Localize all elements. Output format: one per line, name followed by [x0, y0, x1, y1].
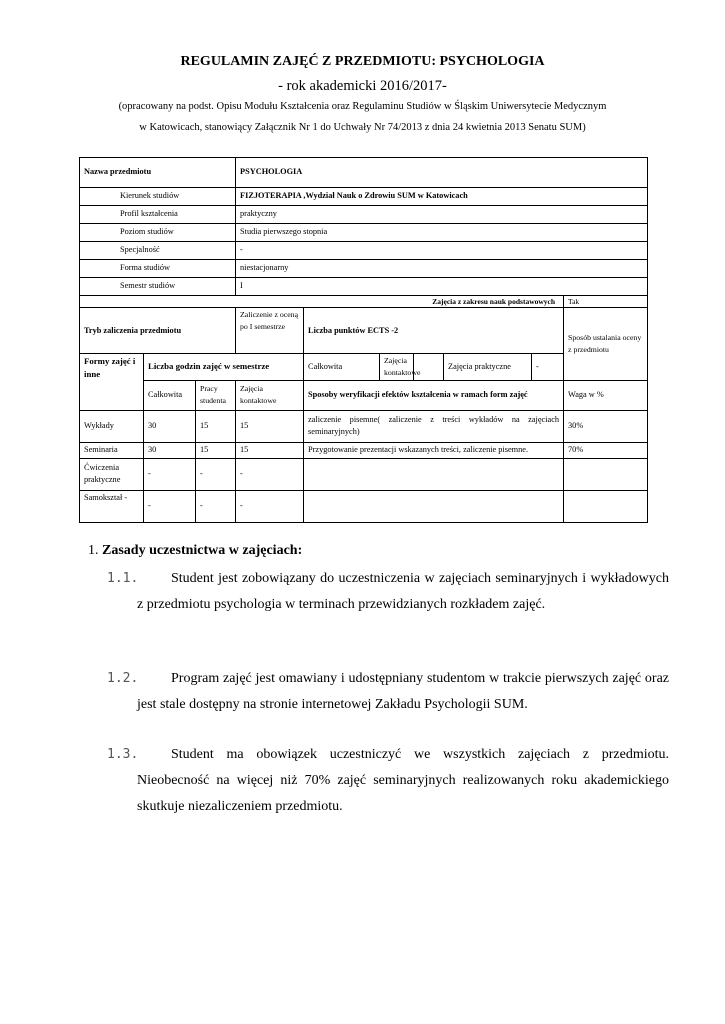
section-heading [88, 543, 302, 559]
basic-sciences-label: Zajęcia z zakresu nauk podstawowych [80, 296, 564, 308]
form-name: Ćwiczenia praktyczne [80, 458, 144, 490]
mode-value: Zaliczenie z oceną po I semestrze [236, 308, 304, 354]
rule-text: Student jest zobowiązany do uczestniczenia w zajęciach seminaryjnych i wykładowych z przedmiotu psychologia w terminach przewidzianych rozkładem zajęć. [137, 571, 669, 612]
form-verification [304, 458, 564, 490]
document-title: REGULAMIN ZAJĘĆ Z PRZEDMIOTU: PSYCHOLOGIA [180, 54, 545, 69]
form-contact: - [236, 490, 304, 522]
practical-value: - [532, 354, 564, 380]
section-title: Zasady uczestnictwa w zajęciach: [102, 543, 303, 558]
form-student: - [196, 490, 236, 522]
form-verification [304, 490, 564, 522]
form-contact: - [236, 458, 304, 490]
rule-item [107, 742, 669, 820]
course-info-table [79, 157, 647, 518]
forms-label: Formy zajęć i inne [80, 354, 144, 410]
weight-label: Waga w % [564, 380, 648, 410]
contact-label: Zajęcia kontaktowe [380, 354, 414, 380]
document-note-line-2: w Katowicach, stanowiący Załącznik Nr 1 do Uchwały Nr 74/2013 z dnia 24 kwietnia 2013 Senatu SUM) [139, 122, 586, 133]
rule-item [107, 566, 669, 618]
row-value: niestacjonarny [236, 260, 648, 278]
form-total: - [144, 490, 196, 522]
form-student: 15 [196, 410, 236, 442]
document-note-line-1: (opracowany na podst. Opisu Modułu Kształcenia oraz Regulaminu Studiów w Śląskim Uniwersytecie Medycznym [118, 101, 607, 112]
form-name: Wykłady [80, 410, 144, 442]
academic-year: - rok akademicki 2016/2017- [278, 78, 447, 94]
col-contact: Zajęcia kontaktowe [236, 380, 304, 410]
col-total: Całkowita [144, 380, 196, 410]
row-label: Semestr studiów [80, 278, 236, 296]
mode-label: Tryb zaliczenia przedmiotu [80, 308, 236, 354]
rule-text: Program zajęć jest omawiany i udostępniany studentom w trakcie pierwszych zajęć oraz jest stale dostępny na stronie internetowej Zakładu Psychologii SUM. [137, 671, 669, 712]
hours-label: Liczba godzin zajęć w semestrze [144, 354, 304, 380]
form-total: 30 [144, 442, 196, 458]
row-label: Specjalność [80, 242, 236, 260]
row-label: Profil kształcenia [80, 206, 236, 224]
subject-value: PSYCHOLOGIA [236, 158, 648, 188]
row-label: Kierunek studiów [80, 188, 236, 206]
form-verification: Przygotowanie prezentacji wskazanych treści, zaliczenie pisemne. [304, 442, 564, 458]
form-verification: zaliczenie pisemne( zaliczenie z treści wykładów na zajęciach seminaryjnych) [304, 410, 564, 442]
verification-label: Sposoby weryfikacji efektów kształcenia w ramach form zajęć [304, 380, 564, 410]
method-label: Sposób ustalania oceny z przedmiotu [564, 308, 648, 380]
ects-label: Liczba punktów ECTS -2 [304, 308, 564, 354]
rule-number: 1.3. [107, 747, 139, 762]
basic-sciences-value: Tak [564, 296, 648, 308]
form-contact: 15 [236, 410, 304, 442]
form-total: 30 [144, 410, 196, 442]
row-value: - [236, 242, 648, 260]
row-label: Poziom studiów [80, 224, 236, 242]
form-weight [564, 458, 648, 490]
form-weight: 30% [564, 410, 648, 442]
rule-text: Student ma obowiązek uczestniczyć we wszystkich zajęciach z przedmiotu. Nieobecność na więcej niż 70% zajęć seminaryjnych realizowanych roku akademickiego skutkuje niezaliczeniem przedmiotu. [137, 747, 669, 814]
form-student: - [196, 458, 236, 490]
total-label: Całkowita [304, 354, 380, 380]
form-student: 15 [196, 442, 236, 458]
form-contact: 15 [236, 442, 304, 458]
row-value: Studia pierwszego stopnia [236, 224, 648, 242]
subject-label: Nazwa przedmiotu [80, 158, 236, 188]
form-total: - [144, 458, 196, 490]
practical-label: Zajęcia praktyczne [444, 354, 532, 380]
rule-number: 1.1. [107, 571, 139, 586]
section-number: 1. [88, 543, 99, 558]
form-name: Seminaria [80, 442, 144, 458]
form-weight [564, 490, 648, 522]
row-label: Forma studiów [80, 260, 236, 278]
rule-item [107, 666, 669, 718]
form-name: Samokształ - [80, 490, 144, 522]
form-weight: 70% [564, 442, 648, 458]
row-value: I [236, 278, 648, 296]
row-value: praktyczny [236, 206, 648, 224]
col-student: Pracy studenta [196, 380, 236, 410]
row-value: FIZJOTERAPIA ,Wydział Nauk o Zdrowiu SUM w Katowicach [236, 188, 648, 206]
rule-number: 1.2. [107, 671, 139, 686]
